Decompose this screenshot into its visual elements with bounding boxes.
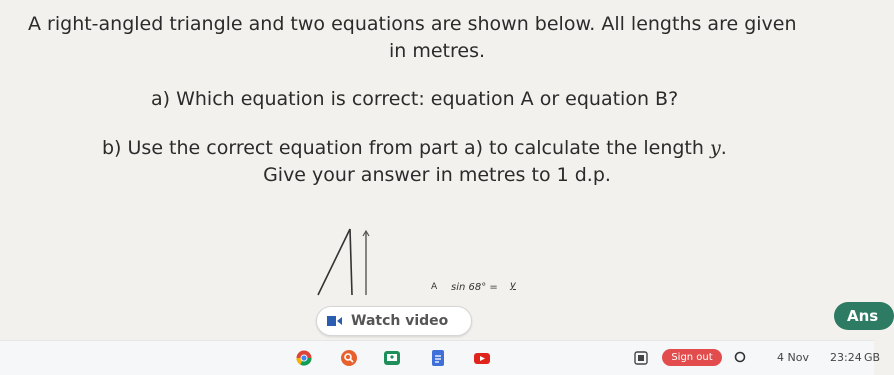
part-b xyxy=(102,137,727,159)
triangle-figure xyxy=(300,225,540,305)
part-b-suffix: . xyxy=(720,137,727,159)
equation-a-rhs: y xyxy=(510,280,516,291)
answer-button[interactable]: Ans xyxy=(834,302,894,330)
triangle-hypotenuse xyxy=(318,229,350,295)
status-dot-icon xyxy=(734,351,746,363)
youtube-icon[interactable] xyxy=(474,350,490,366)
taskbar-locale[interactable]: GB xyxy=(864,351,881,364)
intro-line-2: in metres. xyxy=(388,40,486,62)
triangle-side xyxy=(350,229,352,295)
taskbar xyxy=(0,340,881,375)
docs-icon[interactable] xyxy=(430,350,446,366)
watch-video-label: Watch video xyxy=(351,313,449,329)
part-b-line-2: Give your answer in metres to 1 d.p. xyxy=(263,164,611,186)
search-app-icon[interactable] xyxy=(341,350,357,366)
screen-capture-icon[interactable] xyxy=(633,350,649,366)
intro-line-1: A right-angled triangle and two equations are shown below. All lengths are given xyxy=(28,13,797,35)
sign-out-button[interactable]: Sign out xyxy=(662,349,722,366)
equation-a-label: A xyxy=(431,282,438,292)
part-b-variable: y xyxy=(709,137,721,159)
part-a: a) Which equation is correct: equation A or equation B? xyxy=(151,88,679,110)
equation-a-lhs: sin 68° = xyxy=(451,282,498,293)
watch-video-button[interactable] xyxy=(316,306,472,336)
video-icon xyxy=(327,315,343,327)
taskbar-date[interactable]: 4 Nov xyxy=(777,351,809,364)
classroom-icon[interactable] xyxy=(384,350,400,366)
part-b-prefix: b) Use the correct equation from part a) to calculate the length xyxy=(102,137,710,159)
taskbar-time[interactable]: 23:24 xyxy=(830,351,862,364)
chrome-icon[interactable] xyxy=(296,350,312,366)
triangle-diagram xyxy=(300,225,540,305)
